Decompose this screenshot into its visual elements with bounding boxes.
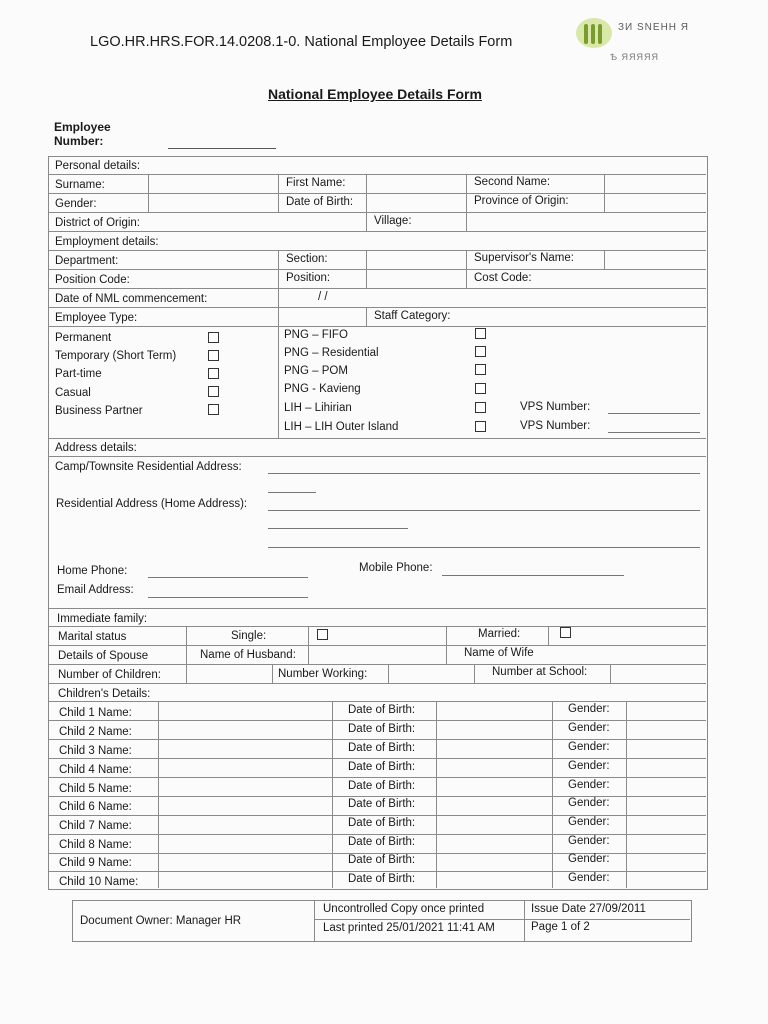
position-code-label: Position Code: — [55, 274, 130, 286]
child-1-name-label: Child 1 Name: — [59, 707, 132, 719]
child-7-dob-label: Date of Birth: — [348, 817, 416, 829]
husband-name-label: Name of Husband: — [200, 649, 296, 661]
document-code: LGO.HR.HRS.FOR.14.0208.1-0. National Employee Details Form — [90, 34, 513, 50]
home-phone-label: Home Phone: — [57, 565, 128, 577]
child-7-gender-label: Gender: — [568, 816, 610, 828]
form-title: National Employee Details Form — [268, 86, 482, 102]
col-divider — [436, 701, 437, 888]
residential-address-field-3[interactable] — [268, 547, 700, 548]
col-divider — [148, 174, 149, 193]
col-divider — [366, 212, 367, 231]
child-5-dob-label: Date of Birth: — [348, 780, 416, 792]
permanent-checkbox[interactable] — [208, 332, 219, 343]
png-kavieng-checkbox[interactable] — [475, 383, 486, 394]
child-3-dob-label: Date of Birth: — [348, 742, 416, 754]
marital-status-label: Marital status — [58, 631, 127, 643]
home-phone-field[interactable] — [148, 577, 308, 578]
employment-details-heading: Employment details: — [55, 236, 159, 248]
row-divider — [48, 193, 706, 194]
child-5-name-label: Child 5 Name: — [59, 783, 132, 795]
child-4-dob-label: Date of Birth: — [348, 761, 416, 773]
child-8-dob-label: Date of Birth: — [348, 836, 416, 848]
row-divider — [48, 231, 706, 232]
png-residential-checkbox[interactable] — [475, 346, 486, 357]
child-3-gender-label: Gender: — [568, 741, 610, 753]
married-label: Married: — [478, 628, 521, 640]
child-10-dob-label: Date of Birth: — [348, 873, 416, 885]
col-divider — [604, 250, 605, 269]
lih-outer-island-checkbox[interactable] — [475, 421, 486, 432]
col-divider — [466, 174, 467, 212]
type-part-time-label: Part-time — [55, 368, 102, 380]
employee-type-label: Employee Type: — [55, 312, 138, 324]
child-10-gender-label: Gender: — [568, 872, 610, 884]
child-7-name-label: Child 7 Name: — [59, 820, 132, 832]
category-png-kavieng-label: PNG - Kavieng — [284, 383, 361, 395]
lih-lihirian-checkbox[interactable] — [475, 402, 486, 413]
type-temporary-label: Temporary (Short Term) — [55, 350, 177, 362]
row-divider — [48, 777, 706, 778]
issue-date: Issue Date 27/09/2011 — [531, 903, 646, 915]
business-partner-checkbox[interactable] — [208, 404, 219, 415]
row-divider — [48, 212, 706, 213]
child-2-dob-label: Date of Birth: — [348, 723, 416, 735]
row-divider — [48, 664, 706, 665]
child-9-name-label: Child 9 Name: — [59, 857, 132, 869]
nml-commencement-label: Date of NML commencement: — [55, 293, 208, 305]
cost-code-label: Cost Code: — [474, 272, 532, 284]
immediate-family-heading: Immediate family: — [57, 613, 148, 625]
first-name-label: First Name: — [286, 177, 346, 189]
childrens-details-heading: Children's Details: — [58, 688, 151, 700]
vps-number-field[interactable] — [608, 413, 700, 414]
col-divider — [466, 250, 467, 288]
nml-date-field[interactable]: / / — [318, 291, 328, 303]
row-divider — [48, 626, 706, 627]
email-label: Email Address: — [57, 584, 134, 596]
col-divider — [366, 174, 367, 212]
child-1-gender-label: Gender: — [568, 703, 610, 715]
married-checkbox[interactable] — [560, 627, 571, 638]
col-divider — [278, 250, 279, 288]
vps-number-label-2: VPS Number: — [520, 420, 591, 432]
child-2-gender-label: Gender: — [568, 722, 610, 734]
child-1-dob-label: Date of Birth: — [348, 704, 416, 716]
employee-number-label: Employee Number: — [54, 120, 111, 148]
row-divider — [48, 701, 706, 702]
type-casual-label: Casual — [55, 387, 91, 399]
col-divider — [446, 626, 447, 664]
residential-address-field-2[interactable] — [268, 528, 408, 529]
row-divider — [48, 645, 706, 646]
child-5-gender-label: Gender: — [568, 779, 610, 791]
category-png-residential-label: PNG – Residential — [284, 347, 379, 359]
col-divider — [332, 701, 333, 888]
row-divider — [48, 250, 706, 251]
category-png-pom-label: PNG – POM — [284, 365, 348, 377]
child-8-name-label: Child 8 Name: — [59, 839, 132, 851]
row-divider — [48, 683, 706, 684]
row-divider — [48, 456, 706, 457]
spouse-details-label: Details of Spouse — [58, 650, 149, 662]
col-divider — [272, 664, 273, 683]
row-divider — [48, 720, 706, 721]
col-divider — [148, 193, 149, 212]
col-divider — [278, 174, 279, 212]
row-divider — [48, 608, 706, 609]
col-divider — [548, 626, 549, 645]
second-name-label: Second Name: — [474, 176, 551, 188]
row-divider — [48, 438, 706, 439]
row-divider — [48, 288, 706, 289]
logo-mark-icon — [576, 18, 612, 48]
mobile-phone-label: Mobile Phone: — [359, 562, 433, 574]
department-label: Department: — [55, 255, 119, 267]
col-divider — [278, 288, 279, 438]
residential-address-field[interactable] — [268, 510, 700, 511]
page-number: Page 1 of 2 — [531, 921, 590, 933]
child-4-name-label: Child 4 Name: — [59, 764, 132, 776]
gender-label: Gender: — [55, 198, 97, 210]
camp-address-label: Camp/Townsite Residential Address: — [55, 461, 242, 473]
district-label: District of Origin: — [55, 217, 140, 229]
col-divider — [308, 626, 309, 664]
col-divider — [466, 212, 467, 231]
residential-address-label: Residential Address (Home Address): — [56, 498, 248, 510]
logo-subtext: Ѣ ЯЯЯЯЯ — [610, 52, 659, 62]
logo-text: ЗИ SNEHH Я — [618, 22, 690, 33]
uncontrolled-copy-note: Uncontrolled Copy once printed — [323, 903, 485, 915]
child-6-dob-label: Date of Birth: — [348, 798, 416, 810]
number-working-label: Number Working: — [278, 668, 368, 680]
row-divider — [48, 174, 706, 175]
child-4-gender-label: Gender: — [568, 760, 610, 772]
company-logo — [574, 16, 709, 68]
type-permanent-label: Permanent — [55, 332, 112, 344]
personal-details-heading: Personal details: — [55, 160, 141, 172]
child-9-gender-label: Gender: — [568, 853, 610, 865]
section-label: Section: — [286, 253, 328, 265]
document-owner: Document Owner: Manager HR — [80, 915, 242, 927]
vps-number-label: VPS Number: — [520, 401, 591, 413]
number-of-children-label: Number of Children: — [58, 669, 161, 681]
casual-checkbox[interactable] — [208, 386, 219, 397]
vps-number-field-2[interactable] — [608, 432, 700, 433]
row-divider — [48, 269, 706, 270]
col-divider — [610, 664, 611, 683]
staff-category-label: Staff Category: — [374, 310, 451, 322]
row-divider — [48, 739, 706, 740]
surname-label: Surname: — [55, 179, 105, 191]
child-10-name-label: Child 10 Name: — [59, 876, 139, 888]
village-label: Village: — [374, 215, 412, 227]
child-6-name-label: Child 6 Name: — [59, 801, 132, 813]
last-printed: Last printed 25/01/2021 11:41 AM — [323, 922, 495, 934]
province-label: Province of Origin: — [474, 195, 569, 207]
camp-address-field[interactable] — [268, 473, 700, 474]
wife-name-label: Name of Wife — [464, 647, 534, 659]
type-business-partner-label: Business Partner — [55, 405, 143, 417]
col-divider — [158, 701, 159, 888]
email-field[interactable] — [148, 597, 308, 598]
col-divider — [366, 307, 367, 326]
child-9-dob-label: Date of Birth: — [348, 854, 416, 866]
col-divider — [626, 701, 627, 888]
col-divider — [186, 664, 187, 683]
employee-number-field[interactable] — [168, 148, 276, 149]
category-png-fifo-label: PNG – FIFO — [284, 329, 348, 341]
row-divider — [48, 326, 706, 327]
col-divider — [366, 250, 367, 288]
supervisor-label: Supervisor's Name: — [474, 252, 574, 264]
row-divider — [48, 307, 706, 308]
col-divider — [604, 174, 605, 212]
row-divider — [48, 758, 706, 759]
position-label: Position: — [286, 272, 331, 284]
category-lih-outer-island-label: LIH – LIH Outer Island — [284, 421, 399, 433]
child-6-gender-label: Gender: — [568, 797, 610, 809]
single-checkbox[interactable] — [317, 629, 328, 640]
col-divider — [388, 664, 389, 683]
part-time-checkbox[interactable] — [208, 368, 219, 379]
single-label: Single: — [231, 630, 267, 642]
col-divider — [186, 626, 187, 664]
footer-divider — [314, 919, 690, 920]
category-lih-lihirian-label: LIH – Lihirian — [284, 402, 352, 414]
col-divider — [552, 701, 553, 888]
dob-label: Date of Birth: — [286, 196, 354, 208]
col-divider — [474, 664, 475, 683]
png-pom-checkbox[interactable] — [475, 364, 486, 375]
number-at-school-label: Number at School: — [492, 666, 588, 678]
mobile-phone-field[interactable] — [442, 575, 624, 576]
camp-address-field-2[interactable] — [268, 492, 316, 493]
address-details-heading: Address details: — [55, 442, 137, 454]
png-fifo-checkbox[interactable] — [475, 328, 486, 339]
footer-divider — [524, 900, 525, 942]
child-3-name-label: Child 3 Name: — [59, 745, 132, 757]
footer-divider — [314, 900, 315, 942]
temporary-checkbox[interactable] — [208, 350, 219, 361]
child-2-name-label: Child 2 Name: — [59, 726, 132, 738]
child-8-gender-label: Gender: — [568, 835, 610, 847]
